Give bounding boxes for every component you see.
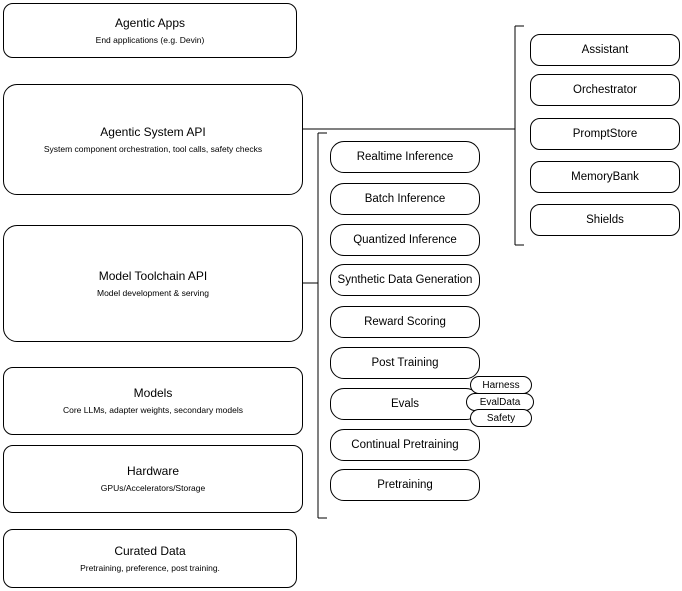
node-title: Hardware xyxy=(126,464,180,478)
stack-node-hardware[interactable] xyxy=(3,445,303,513)
node-title: Quantized Inference xyxy=(353,233,457,246)
middle-node-realtime-inference[interactable] xyxy=(330,141,480,173)
stack-node-agentic-system-api[interactable] xyxy=(3,84,303,195)
node-title: Reward Scoring xyxy=(364,315,446,328)
right-node-orchestrator[interactable] xyxy=(530,74,680,106)
middle-node-continual-pretraining[interactable] xyxy=(330,429,480,461)
node-title: Evals xyxy=(390,397,420,410)
stack-node-models[interactable] xyxy=(3,367,303,435)
node-title: Harness xyxy=(482,379,520,391)
node-title: PromptStore xyxy=(572,127,638,140)
node-title: Safety xyxy=(486,412,516,424)
node-title: Model Toolchain API xyxy=(98,268,208,283)
stack-node-agentic-apps[interactable] xyxy=(3,3,297,58)
middle-node-post-training[interactable] xyxy=(330,347,480,379)
right-node-memorybank[interactable] xyxy=(530,161,680,193)
node-subtitle: System component orchestration, tool calls, safety checks xyxy=(43,143,263,154)
stack-node-curated-data[interactable] xyxy=(3,529,297,588)
middle-node-reward-scoring[interactable] xyxy=(330,306,480,338)
node-title: EvalData xyxy=(479,396,521,408)
eval-pill-safety[interactable] xyxy=(470,409,532,427)
stack-node-model-toolchain-api[interactable] xyxy=(3,225,303,342)
middle-node-pretraining[interactable] xyxy=(330,469,480,501)
right-node-shields[interactable] xyxy=(530,204,680,236)
right-node-assistant[interactable] xyxy=(530,34,680,66)
node-subtitle: Core LLMs, adapter weights, secondary models xyxy=(62,405,243,415)
node-title: Agentic System API xyxy=(100,124,206,139)
middle-node-synthetic-data-generation[interactable] xyxy=(330,264,480,296)
node-title: Assistant xyxy=(581,43,629,56)
right-node-promptstore[interactable] xyxy=(530,118,680,150)
node-subtitle: End applications (e.g. Devin) xyxy=(95,34,205,45)
middle-node-batch-inference[interactable] xyxy=(330,183,480,215)
node-title: MemoryBank xyxy=(571,170,639,183)
node-title: Pretraining xyxy=(377,478,433,491)
node-title: Post Training xyxy=(371,356,439,369)
eval-pill-harness[interactable] xyxy=(470,376,532,394)
node-title: Shields xyxy=(586,213,624,226)
node-title: Agentic Apps xyxy=(114,15,186,30)
middle-node-quantized-inference[interactable] xyxy=(330,224,480,256)
node-subtitle: Model development & serving xyxy=(97,287,209,298)
node-subtitle: Pretraining, preference, post training. xyxy=(80,562,220,573)
middle-node-evals[interactable] xyxy=(330,388,480,420)
node-title: Realtime Inference xyxy=(356,150,454,163)
node-title: Curated Data xyxy=(114,543,186,558)
node-title: Models xyxy=(133,386,173,400)
node-title: Synthetic Data Generation xyxy=(337,273,473,286)
node-title: Batch Inference xyxy=(364,192,446,205)
node-title: Continual Pretraining xyxy=(351,438,459,451)
node-subtitle: GPUs/Accelerators/Storage xyxy=(100,483,206,493)
node-title: Orchestrator xyxy=(573,83,637,96)
